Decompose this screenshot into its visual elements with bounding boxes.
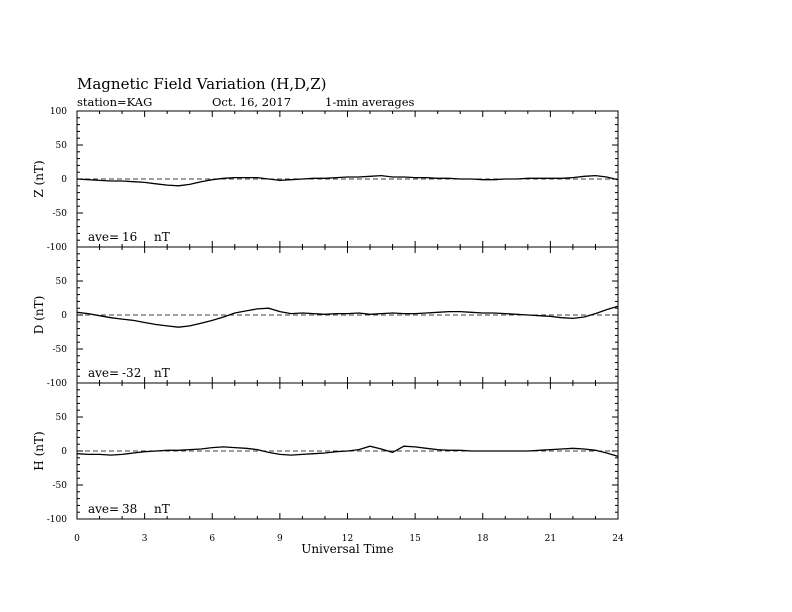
ave-prefix: ave= — [88, 366, 120, 380]
y-tick-label: -100 — [46, 379, 67, 389]
x-tick-label: 12 — [341, 534, 354, 544]
x-axis-label: Universal Time — [301, 542, 394, 556]
ave-value: 38 — [122, 502, 138, 516]
y-axis-label: H (nT) — [32, 431, 46, 471]
station-label: station=KAG — [77, 95, 153, 109]
ave-unit: nT — [154, 502, 170, 516]
x-tick-label: 3 — [141, 534, 148, 544]
x-tick-label: 21 — [544, 534, 557, 544]
y-tick-label: 0 — [61, 311, 67, 321]
ave-value: 16 — [122, 230, 138, 244]
y-tick-label: -50 — [52, 345, 67, 355]
x-tick-label: 0 — [74, 534, 80, 544]
chart-title: Magnetic Field Variation (H,D,Z) — [77, 75, 327, 93]
y-tick-label: -100 — [46, 243, 67, 253]
y-tick-label: -100 — [46, 515, 67, 525]
x-tick-label: 9 — [277, 534, 283, 544]
x-tick-label: 18 — [477, 534, 489, 544]
ave-unit: nT — [154, 366, 170, 380]
panel-d — [32, 247, 618, 389]
ave-value: -32 — [122, 366, 142, 380]
y-tick-label: -50 — [52, 481, 67, 491]
series-line-z — [77, 176, 618, 186]
panel-h — [32, 383, 618, 525]
ave-unit: nT — [154, 230, 170, 244]
y-tick-label: 0 — [61, 447, 67, 457]
ave-prefix: ave= — [88, 502, 120, 516]
y-axis-label: D (nT) — [32, 295, 46, 335]
y-tick-label: 0 — [61, 175, 67, 185]
date-label: Oct. 16, 2017 — [212, 95, 292, 109]
y-tick-label: 50 — [55, 413, 67, 423]
y-tick-label: 50 — [55, 277, 67, 287]
x-tick-label: 15 — [409, 534, 421, 544]
y-axis-label: Z (nT) — [32, 160, 46, 198]
x-axis — [74, 534, 624, 556]
y-tick-label: 50 — [55, 141, 67, 151]
averaging-label: 1-min averages — [325, 95, 415, 109]
x-tick-label: 6 — [209, 534, 216, 544]
panel-z — [32, 107, 618, 253]
y-tick-label: 100 — [49, 107, 67, 117]
series-line-d — [77, 306, 618, 327]
x-tick-label: 24 — [612, 534, 624, 544]
ave-prefix: ave= — [88, 230, 120, 244]
panels-group — [32, 107, 618, 525]
y-tick-label: -50 — [52, 209, 67, 219]
